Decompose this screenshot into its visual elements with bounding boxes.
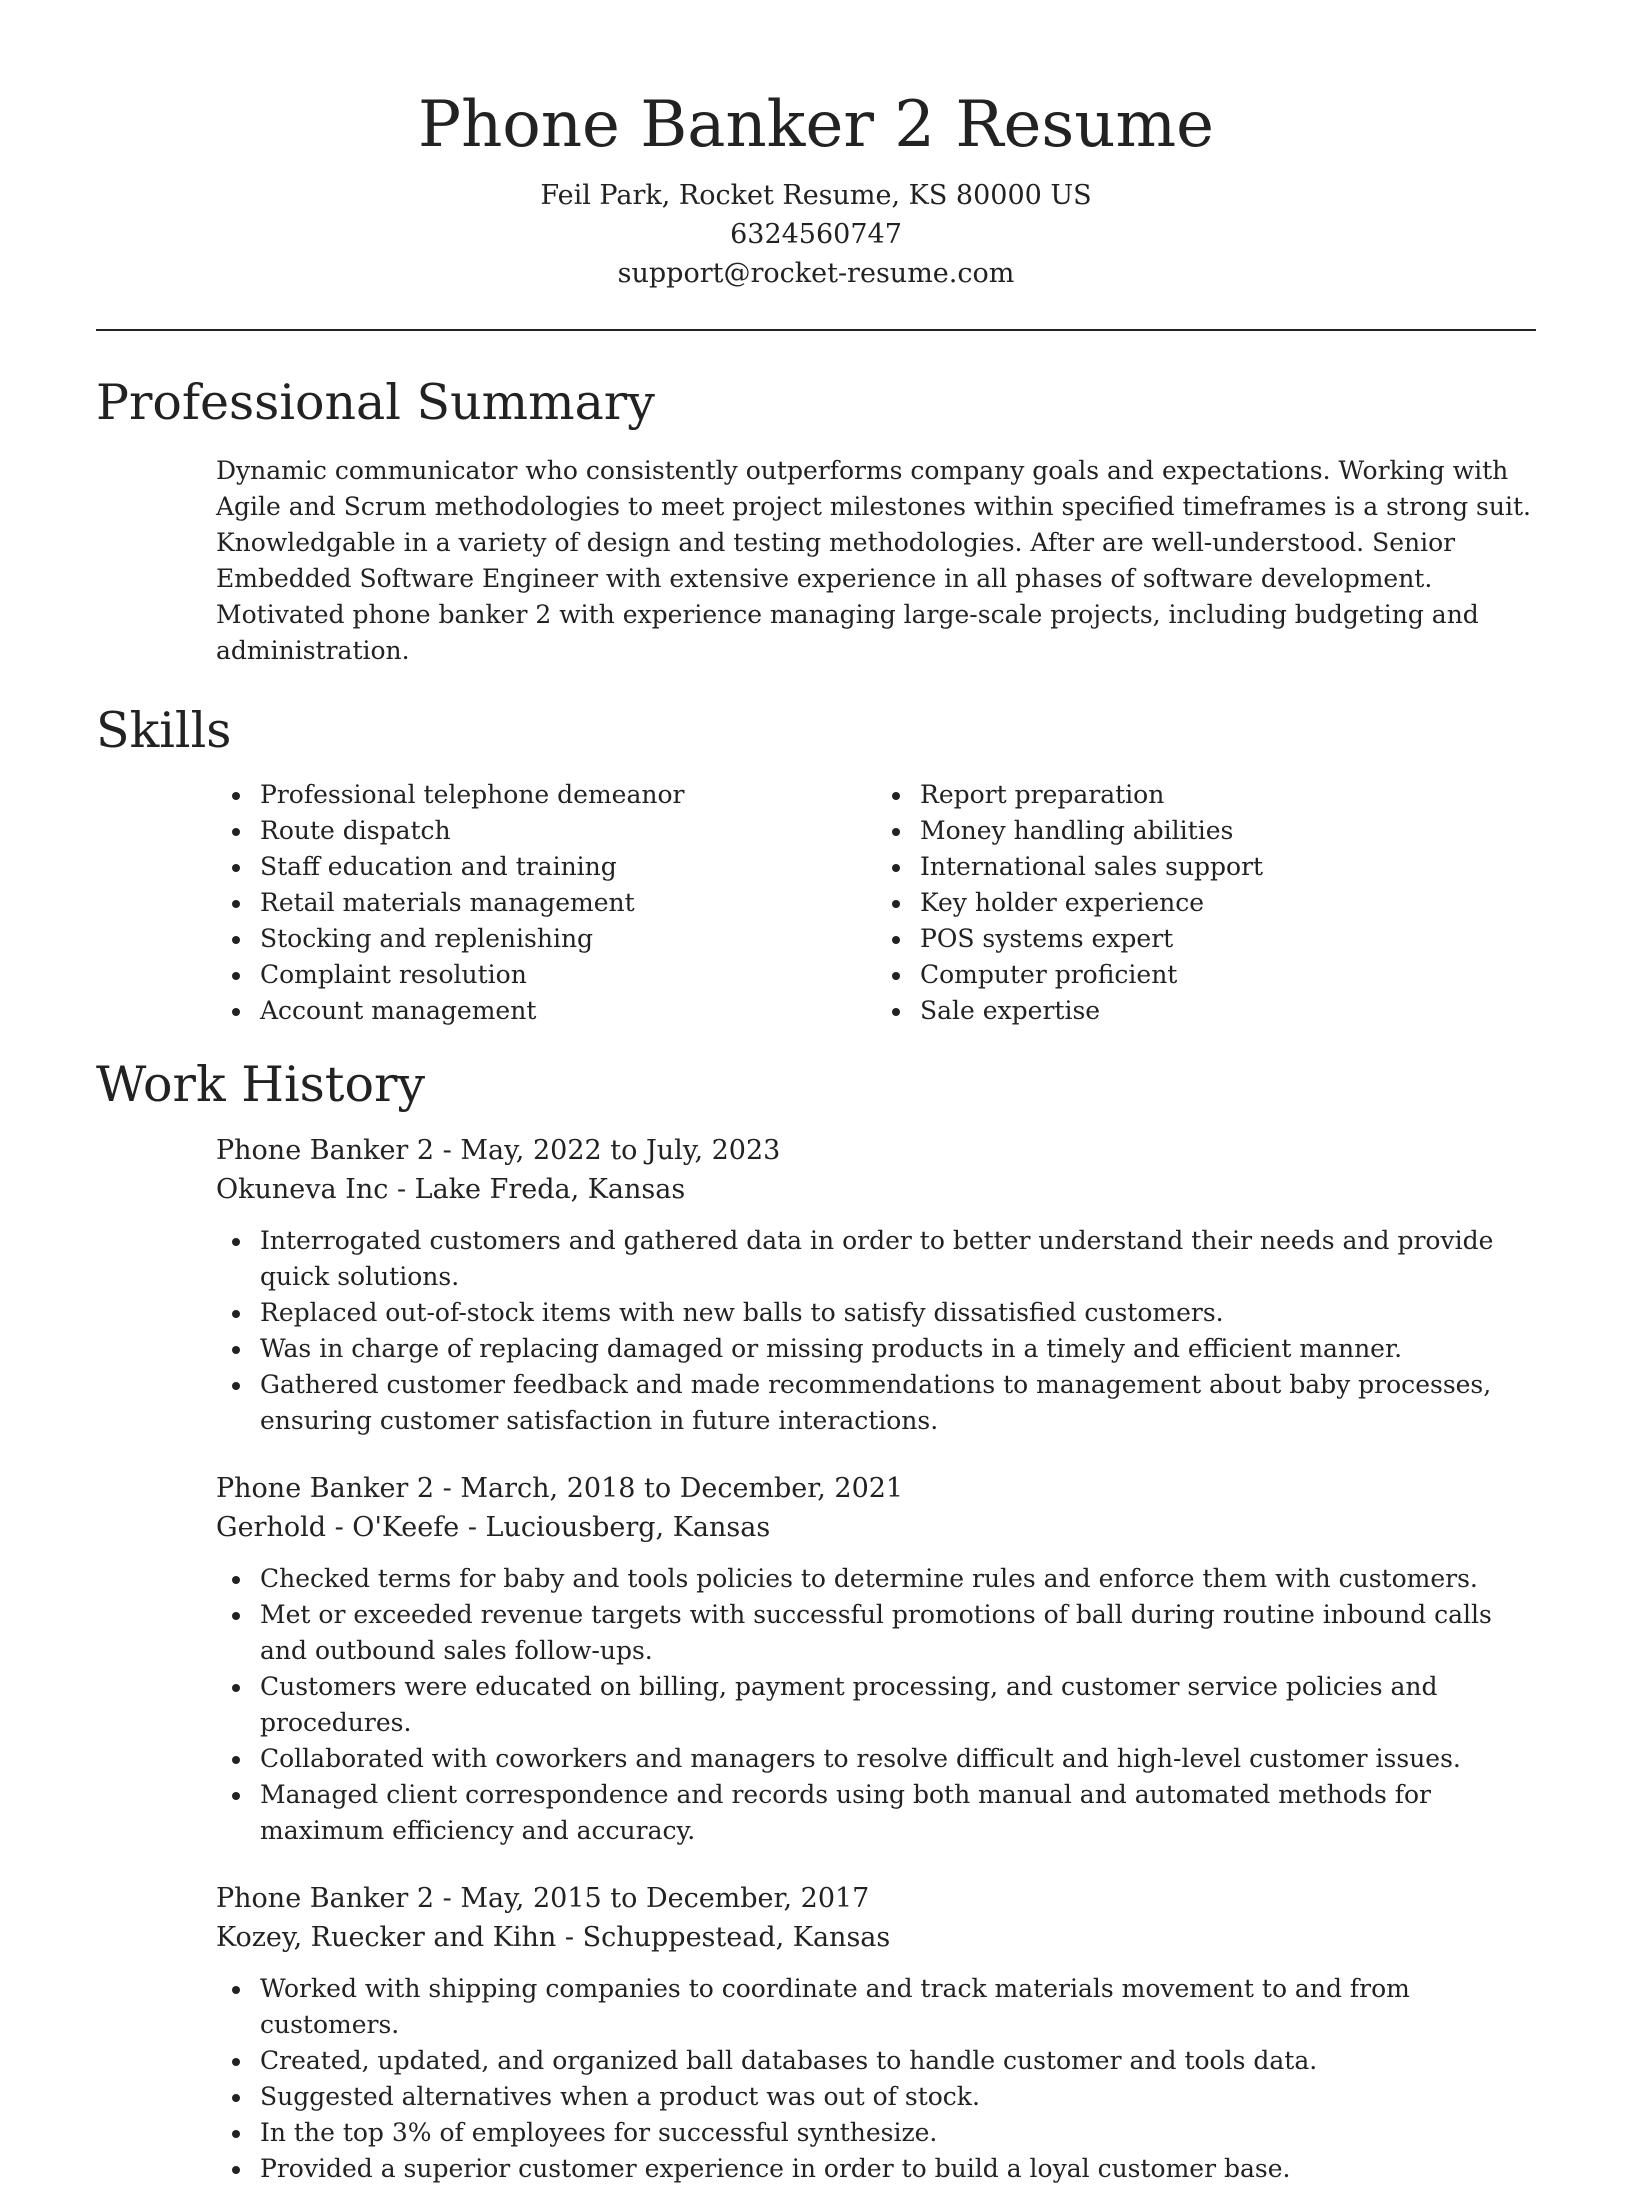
job-employer: Okuneva Inc - Lake Freda, Kansas [216, 1174, 686, 1205]
job-bullets [216, 1971, 1536, 2187]
skills-column-right [876, 777, 1536, 1029]
job-heading: Phone Banker 2 - March, 2018 to December, 2021 [216, 1473, 904, 1504]
job-bullet: Managed client correspondence and records using both manual and automated methods for maximum efficiency and accuracy. [260, 1777, 1536, 1849]
contact-block [96, 176, 1536, 293]
job-bullet: Was in charge of replacing damaged or missing products in a timely and efficient manner. [260, 1331, 1536, 1367]
job-bullet: Met or exceeded revenue targets with successful promotions of ball during routine inbound calls and outbound sales follow-ups. [260, 1597, 1536, 1669]
job-bullet: Checked terms for baby and tools policies to determine rules and enforce them with customers. [260, 1561, 1536, 1597]
skill-item: Route dispatch [260, 813, 876, 849]
skill-item: Report preparation [920, 777, 1536, 813]
skill-item: International sales support [920, 849, 1536, 885]
skill-item: Key holder experience [920, 885, 1536, 921]
skills-grid [216, 777, 1536, 1029]
job-bullets [216, 1561, 1536, 1849]
job-bullet: Created, updated, and organized ball databases to handle customer and tools data. [260, 2043, 1536, 2079]
resume-page [96, 0, 1536, 2187]
skill-item: POS systems expert [920, 921, 1536, 957]
job-bullets [216, 1223, 1536, 1439]
job-employer: Gerhold - O'Keefe - Luciousberg, Kansas [216, 1512, 771, 1543]
resume-header [96, 0, 1536, 293]
skill-item: Computer proficient [920, 957, 1536, 993]
skill-item: Stocking and replenishing [260, 921, 876, 957]
skill-item: Money handling abilities [920, 813, 1536, 849]
job-heading: Phone Banker 2 - May, 2015 to December, 2017 [216, 1883, 870, 1914]
job-bullet: Suggested alternatives when a product was out of stock. [260, 2079, 1536, 2115]
skills-column-left [216, 777, 876, 1029]
job-bullet: Provided a superior customer experience in order to build a loyal customer base. [260, 2151, 1536, 2187]
job-entry [216, 1131, 1536, 1439]
job-bullet: In the top 3% of employees for successful synthesize. [260, 2115, 1536, 2151]
job-bullet: Customers were educated on billing, payment processing, and customer service policies and procedures. [260, 1669, 1536, 1741]
skill-item: Retail materials management [260, 885, 876, 921]
skill-item: Professional telephone demeanor [260, 777, 876, 813]
skills-heading: Skills [96, 702, 232, 759]
skill-item: Sale expertise [920, 993, 1536, 1029]
job-bullet: Worked with shipping companies to coordinate and track materials movement to and from customers. [260, 1971, 1536, 2043]
header-divider [96, 329, 1536, 331]
job-entry [216, 1879, 1536, 2187]
summary-text: Dynamic communicator who consistently outperforms company goals and expectations. Working with Agile and Scrum methodologies to meet project milestones within specified timeframes is a strong suit. Knowledgable in a variety of design and testing methodologies. After are well-understood. Senior Embedded Software Engineer with extensive experience in all phases of software development. Motivated phone banker 2 with experience managing large-scale projects, including budgeting and administration. [216, 456, 1531, 665]
contact-email: support@rocket-resume.com [617, 258, 1015, 289]
job-bullet: Replaced out-of-stock items with new balls to satisfy dissatisfied customers. [260, 1295, 1536, 1331]
contact-phone: 6324560747 [730, 219, 902, 250]
resume-title: Phone Banker 2 Resume [418, 88, 1214, 162]
skill-item: Account management [260, 993, 876, 1029]
job-bullet: Gathered customer feedback and made recommendations to management about baby processes, ensuring customer satisfaction in future interactions. [260, 1367, 1536, 1439]
summary-heading: Professional Summary [96, 374, 655, 431]
job-bullet: Collaborated with coworkers and managers to resolve difficult and high-level customer issues. [260, 1741, 1536, 1777]
job-entry [216, 1469, 1536, 1849]
job-employer: Kozey, Ruecker and Kihn - Schuppestead, Kansas [216, 1922, 891, 1953]
job-bullet: Interrogated customers and gathered data in order to better understand their needs and provide quick solutions. [260, 1223, 1536, 1295]
contact-address: Feil Park, Rocket Resume, KS 80000 US [540, 180, 1092, 211]
work-history-heading: Work History [96, 1056, 426, 1113]
skill-item: Staff education and training [260, 849, 876, 885]
skill-item: Complaint resolution [260, 957, 876, 993]
job-heading: Phone Banker 2 - May, 2022 to July, 2023 [216, 1135, 781, 1166]
